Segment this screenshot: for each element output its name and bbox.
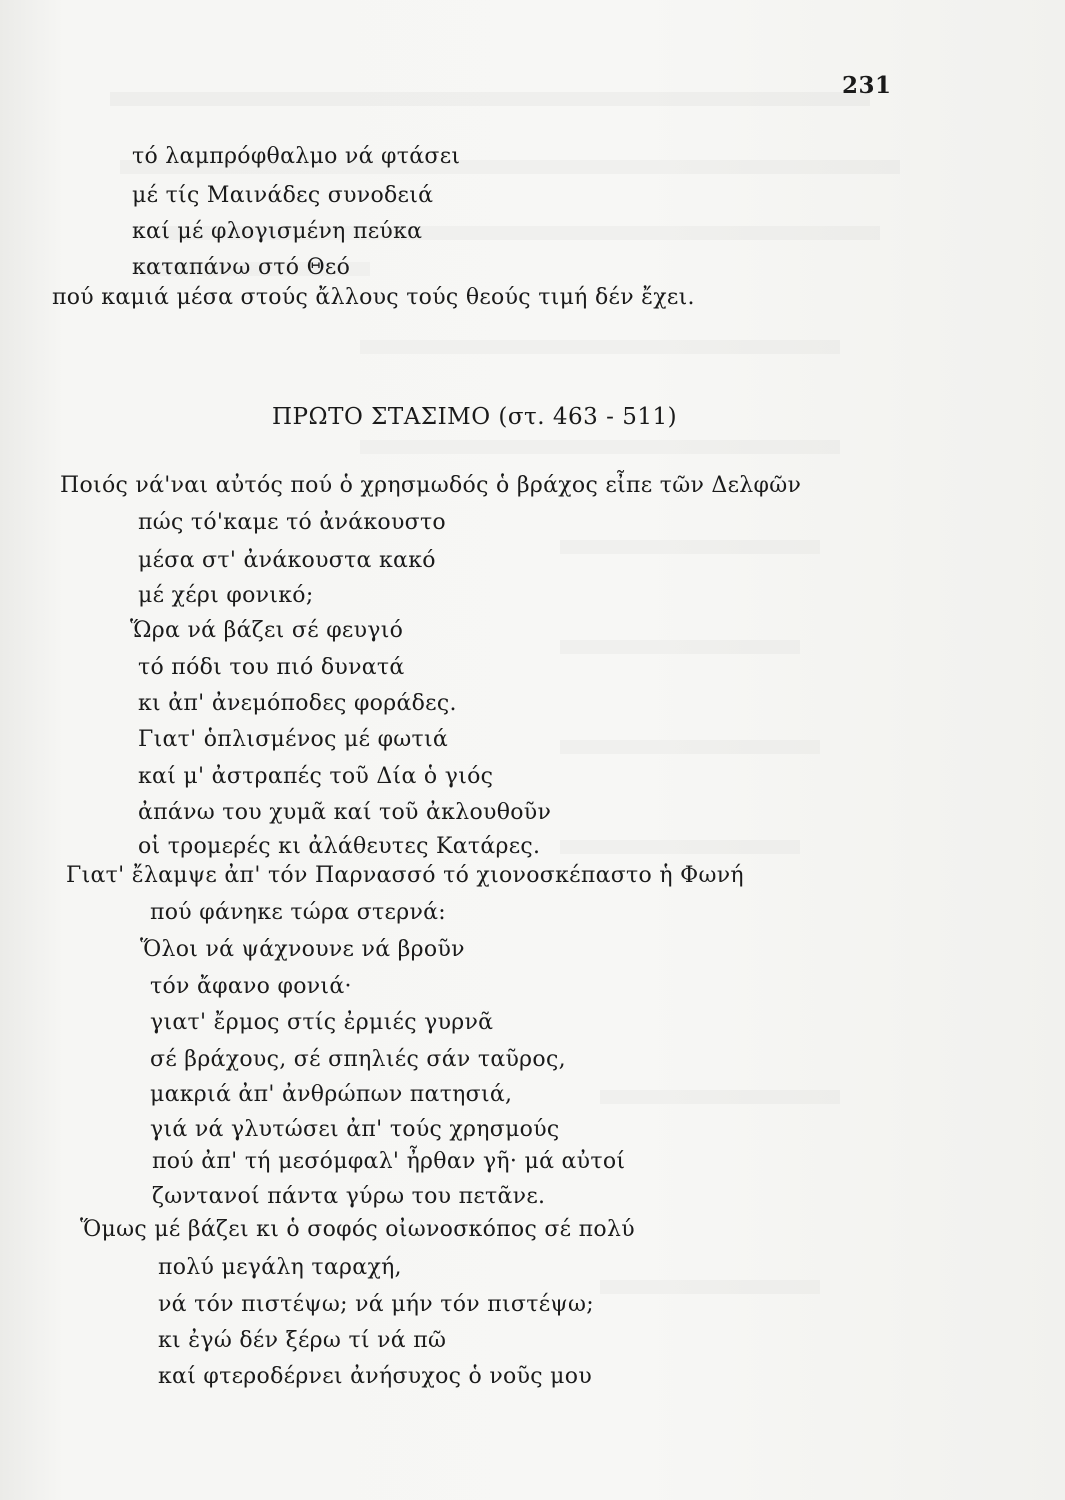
verse-line: πολύ μεγάλη ταραχή, — [158, 1255, 402, 1280]
section-heading: ΠΡΩΤΟ ΣΤΑΣΙΜΟ (στ. 463 - 511) — [272, 404, 678, 430]
verse-line: Γιατ' ἔλαμψε ἀπ' τόν Παρνασσό τό χιονοσκέπαστο ἡ Φωνή — [66, 863, 744, 888]
verse-line: Ὅμως μέ βάζει κι ὁ σοφός οἰωνοσκόπος σέ πολύ — [80, 1217, 635, 1242]
page-number: 231 — [842, 72, 892, 99]
verse-line: Ποιός νά'ναι αὐτός πού ὁ χρησμωδός ὁ βράχος εἶπε τῶν Δελφῶν — [60, 473, 802, 498]
verse-line: γιά νά γλυτώσει ἀπ' τούς χρησμούς — [150, 1117, 560, 1142]
verse-line: οἱ τρομερές κι ἀλάθευτες Κατάρες. — [138, 834, 541, 859]
verse-line: καί μ' ἀστραπές τοῦ Δία ὁ γιός — [138, 764, 494, 789]
verse-line: μέσα στ' ἀνάκουστα κακό — [138, 548, 436, 573]
verse-line: καί μέ φλογισμένη πεύκα — [132, 219, 423, 244]
verse-line: πού φάνηκε τώρα στερνά: — [150, 900, 446, 925]
verse-line: Ὥρα νά βάζει σέ φευγιό — [130, 618, 404, 643]
verse-line: κι ἀπ' ἀνεμόποδες φοράδες. — [138, 691, 457, 716]
verse-line: τό πόδι του πιό δυνατά — [138, 655, 405, 680]
verse-line: ζωντανοί πάντα γύρω του πετᾶνε. — [152, 1184, 546, 1209]
verse-line: τό λαμπρόφθαλμο νά φτάσει — [132, 144, 461, 169]
verse-line: καταπάνω στό Θεό — [132, 255, 351, 280]
verse-line: καί φτεροδέρνει ἀνήσυχος ὁ νοῦς μου — [158, 1364, 592, 1389]
verse-line: πού καμιά μέσα στούς ἄλλους τούς θεούς τιμή δέν ἔχει. — [52, 285, 695, 310]
verse-line: μέ τίς Μαινάδες συνοδειά — [132, 183, 434, 208]
verse-line: νά τόν πιστέψω; νά μήν τόν πιστέψω; — [158, 1292, 594, 1317]
verse-line: κι ἐγώ δέν ξέρω τί νά πῶ — [158, 1328, 447, 1353]
verse-line: σέ βράχους, σέ σπηλιές σάν ταῦρος, — [150, 1047, 566, 1072]
verse-line: γιατ' ἔρμος στίς ἐρμιές γυρνᾶ — [150, 1010, 494, 1035]
verse-line: Γιατ' ὁπλισμένος μέ φωτιά — [138, 727, 449, 752]
verse-line: Ὅλοι νά ψάχνουνε νά βροῦν — [140, 937, 465, 962]
verse-line: μέ χέρι φονικό; — [138, 583, 314, 608]
verse-line: πώς τό'καμε τό ἀνάκουστο — [138, 510, 446, 535]
verse-line: μακριά ἀπ' ἀνθρώπων πατησιά, — [150, 1082, 513, 1107]
verse-line: πού ἀπ' τή μεσόμφαλ' ἦρθαν γῆ· μά αὐτοί — [152, 1149, 626, 1174]
verse-line: ἀπάνω του χυμᾶ καί τοῦ ἀκλουθοῦν — [138, 800, 552, 825]
verse-line: τόν ἄφανο φονιά· — [150, 974, 352, 999]
